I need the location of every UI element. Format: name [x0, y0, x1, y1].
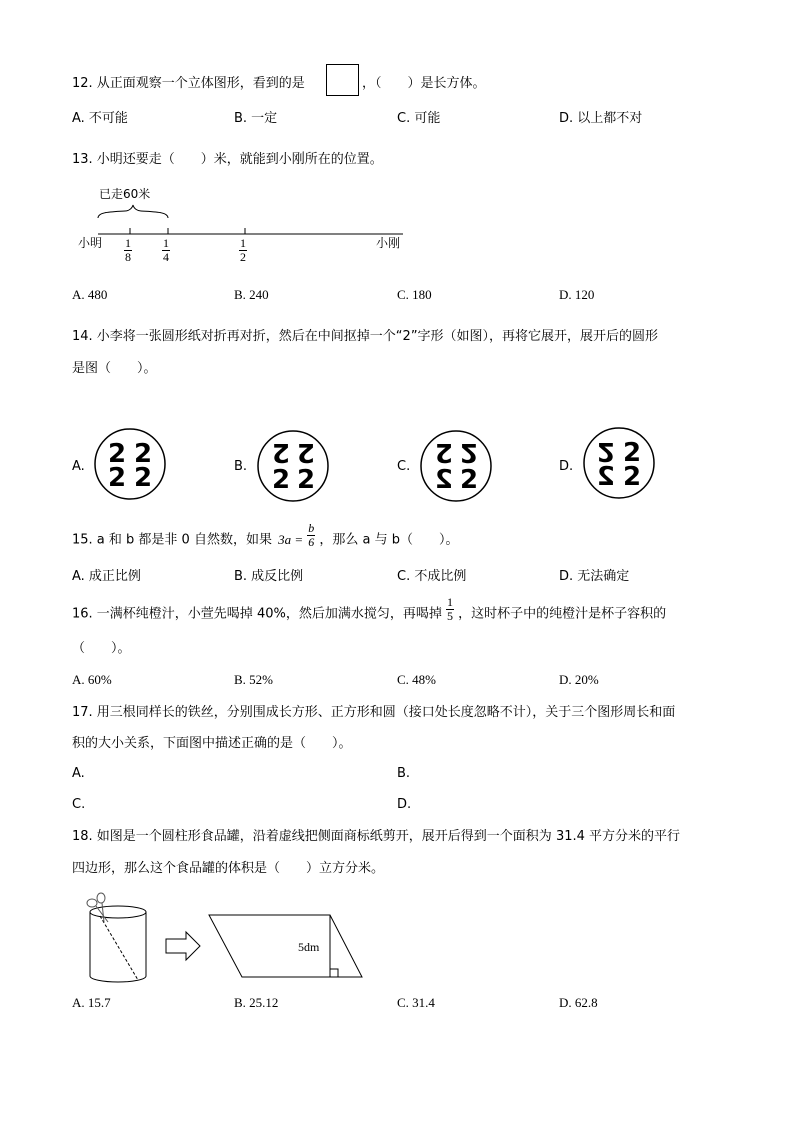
q15-text-a: 15. a 和 b 都是非 0 自然数，如果: [72, 532, 272, 548]
svg-text:2: 2: [622, 438, 642, 468]
svg-text:2: 2: [596, 436, 616, 466]
q15-option-a[interactable]: A. 成正比例: [72, 569, 141, 584]
svg-text:2: 2: [434, 465, 454, 495]
q15-fraction: $\frac{b}{6}$: [308, 521, 315, 549]
q17-stem-line1: 17. 用三根同样长的铁丝，分别围成长方形、正方形和圆（接口处长度忽略不计），关于三个图形周长和面: [72, 705, 676, 720]
q13-frac-1-2: $\frac{1}{2}$: [240, 236, 246, 264]
q15-option-d[interactable]: D. 无法确定: [559, 569, 630, 584]
q13-option-b[interactable]: B. 240: [234, 287, 269, 302]
q15-option-c[interactable]: C. 不成比例: [397, 569, 467, 584]
q13-stem: 13. 小明还要走（ ）米，就能到小刚所在的位置。: [72, 152, 383, 167]
q12-option-b[interactable]: B. 一定: [234, 111, 278, 126]
q16-text-a: 16. 一满杯纯橙汁，小萱先喝掉 40%，然后加满水搅匀，再喝掉: [72, 606, 442, 622]
q18-option-d[interactable]: D. 62.8: [559, 995, 598, 1010]
svg-text:2: 2: [459, 437, 479, 467]
q16-option-b[interactable]: B. 52%: [234, 672, 273, 687]
q18-cylinder: [90, 906, 146, 982]
q14-option-d[interactable]: D.: [559, 459, 574, 474]
q13-option-d[interactable]: D. 120: [559, 287, 595, 302]
q14-stem-line2: 是图（ ）。: [72, 361, 157, 376]
svg-text:2: 2: [133, 439, 153, 469]
q13-left-label: 小明: [78, 236, 103, 250]
svg-text:2: 2: [434, 437, 454, 467]
q13-frac-1-8: $\frac{1}{8}$: [125, 236, 131, 264]
q17-stem-line2: 积的大小关系，下面图中描述正确的是（ ）。: [72, 736, 352, 751]
q18-stem-line2: 四边形，那么这个食品罐的体积是（ ）立方分米。: [72, 861, 385, 876]
q12-option-c[interactable]: C. 可能: [397, 111, 441, 126]
svg-text:2: 2: [622, 462, 642, 492]
q15-equation-left: 3a =: [278, 531, 304, 547]
svg-text:2: 2: [459, 465, 479, 495]
svg-text:2: 2: [107, 463, 127, 493]
q12-option-a[interactable]: A. 不可能: [72, 111, 128, 126]
q13-right-label: 小刚: [376, 236, 401, 250]
q13-option-c[interactable]: C. 180: [397, 287, 432, 302]
svg-text:2: 2: [107, 439, 127, 469]
q16-text-b: ，这时杯子中的纯橙汁是杯子容积的: [458, 606, 667, 622]
q12-suffix: ，（ ）是长方体。: [362, 76, 486, 91]
q14-option-b[interactable]: B.: [234, 459, 248, 474]
q13-option-a[interactable]: A. 480: [72, 287, 108, 302]
q14-option-c[interactable]: C.: [397, 459, 411, 474]
q18-option-a[interactable]: A. 15.7: [72, 995, 111, 1010]
q18-height-label: 5dm: [298, 940, 320, 954]
q12-prefix: 12. 从正面观察一个立体图形，看到的是: [72, 76, 305, 91]
q17-option-c[interactable]: C.: [72, 797, 86, 812]
q18-option-b[interactable]: B. 25.12: [234, 995, 279, 1010]
q13-brace-label: 已走60米: [99, 187, 151, 201]
q17-option-a[interactable]: A.: [72, 766, 85, 781]
q14-stem-line1: 14. 小李将一张圆形纸对折再对折，然后在中间抠掉一个“2”字形（如图），再将它展开，展开后的圆形: [72, 329, 659, 344]
svg-text:2: 2: [296, 437, 316, 467]
q18-parallelogram: [209, 915, 362, 977]
svg-text:2: 2: [271, 465, 291, 495]
q16-stem-line2: （ ）。: [72, 641, 131, 656]
q18-option-c[interactable]: C. 31.4: [397, 995, 435, 1010]
q13-frac-1-4: $\frac{1}{4}$: [163, 236, 169, 264]
q18-stem-line1: 18. 如图是一个圆柱形食品罐，沿着虚线把侧面商标纸剪开，展开后得到一个面积为 31.4 平方分米的平行: [72, 829, 681, 844]
q16-fraction: $\frac{1}{5}$: [446, 595, 453, 623]
svg-text:2: 2: [296, 465, 316, 495]
q14-option-a[interactable]: A.: [72, 459, 85, 474]
q17-option-d[interactable]: D.: [397, 797, 412, 812]
q17-option-b[interactable]: B.: [397, 766, 411, 781]
q16-option-a[interactable]: A. 60%: [72, 672, 112, 687]
svg-text:2: 2: [596, 462, 616, 492]
q15-text-b: ，那么 a 与 b（ ）。: [319, 532, 459, 548]
svg-text:2: 2: [133, 463, 153, 493]
q15-option-b[interactable]: B. 成反比例: [234, 569, 304, 584]
q16-option-c[interactable]: C. 48%: [397, 672, 436, 687]
q16-option-d[interactable]: D. 20%: [559, 672, 599, 687]
right-arrow-icon: [166, 932, 200, 960]
svg-text:2: 2: [271, 437, 291, 467]
q12-option-d[interactable]: D. 以上都不对: [559, 111, 643, 126]
